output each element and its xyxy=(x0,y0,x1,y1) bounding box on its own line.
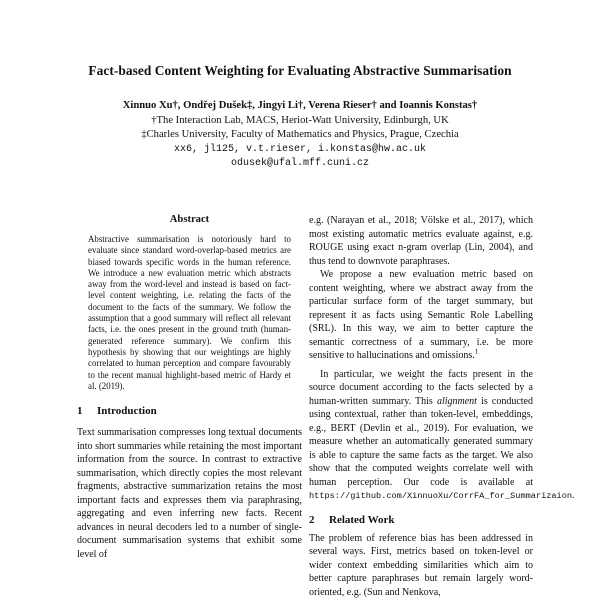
p3-emphasis: alignment xyxy=(436,395,477,407)
related-work-paragraph: The problem of reference bias has been addressed in several ways. First, metrics based on token-level or wider context embedding similarities which aim to better capture paraphrases but remain largely word-oriented, e.g. (Sun and Nenkova, xyxy=(309,532,533,598)
section-number: 1 xyxy=(77,405,83,418)
p3-text-b: is conducted using contextual, rather than token-level, embeddings, e.g., BERT (Devlin et al., 2019). For evaluation, we measure whether an automatically generated summary is able to capture the same facts as the target. We also show that the computed weights correlate well with human perception. Our code is available at xyxy=(309,395,533,488)
section-number: 2 xyxy=(309,513,315,526)
right-paragraph-3 xyxy=(309,368,575,504)
email-cuni: odusek@ufal.mff.cuni.cz xyxy=(230,158,370,169)
p3-text-a: In particular, we weight the facts present in the source document according to the facts selected by a human-written summary. This xyxy=(309,368,533,407)
right-paragraph-1: e.g. (Narayan et al., 2018; Völske et al., 2017), which most existing automatic metrics evaluate against, e.g. ROUGE using exact n-gram overlap (Lin, 2004), and thus tend to downvote paraphrases. xyxy=(309,215,533,267)
right-column xyxy=(309,214,575,599)
left-column xyxy=(77,214,302,561)
related-work-heading xyxy=(309,514,533,526)
affiliation-charles-university: ‡Charles University, Faculty of Mathematics and Physics, Prague, Czechia xyxy=(141,129,459,140)
code-url-link[interactable]: https://github.com/XinnuoXu/CorrFA_for_Summarizaion xyxy=(309,491,573,501)
p3-end: . xyxy=(572,490,575,501)
right-paragraph-2 xyxy=(309,268,533,363)
abstract-text: Abstractive summarisation is notoriously hard to evaluate since standard word-overlap-based metrics are biased towards specific words in the human reference. We introduce a new evaluation metric which abstracts away from the word-level and instead is based on fact-level content weighting, i.e. relating the facts of the document to the facts of the summary. We follow the assumption that a good summary will reflect all relevant facts, i.e. the ones present in the ground truth (human-generated reference summary). We confirm this hypothesis by showing that our weightings are highly correlated to human perception and compare favourably to the recent manual highlight-based metric of Hardy et al. (2019). xyxy=(88,234,291,391)
author-list: Xinnuo Xu†, Ondřej Dušek‡, Jingyi Li†, Verena Rieser† and Ioannis Konstas† xyxy=(122,100,478,111)
right-paragraph-2-text: We propose a new evaluation metric based on content weighting, where we abstract away from the particular surface form of the target summary, but represent it as facts using Semantic Role Labelling (SRL). In this way, we aim to better capture the semantic correctness of a summary, i.e. be more sensitive to hallucinations and omissions. xyxy=(309,269,533,361)
introduction-heading xyxy=(77,405,302,417)
paper-title: Fact-based Content Weighting for Evaluating Abstractive Summarisation xyxy=(88,63,512,78)
email-hw: xx6, jl125, v.t.rieser, i.konstas@hw.ac.uk xyxy=(173,144,427,155)
affiliation-heriot-watt: †The Interaction Lab, MACS, Heriot-Watt University, Edinburgh, UK xyxy=(151,115,449,126)
section-title: Introduction xyxy=(97,405,157,418)
abstract-heading: Abstract xyxy=(169,214,210,225)
footnote-mark: 1 xyxy=(474,347,479,356)
section-title: Related Work xyxy=(329,513,395,526)
introduction-paragraph: Text summarisation compresses long textual documents into short summaries while retaining the most important information from the source. In contrast to extractive summarisation, which directly copies the most relevant fragments, abstractive summarization retains the most important facts and expresses them via paraphrasing, aggregating and even inferring new facts. Recent advances in neural decoders led to a number of single-document summarisation systems that exhibit some level of xyxy=(77,427,302,560)
